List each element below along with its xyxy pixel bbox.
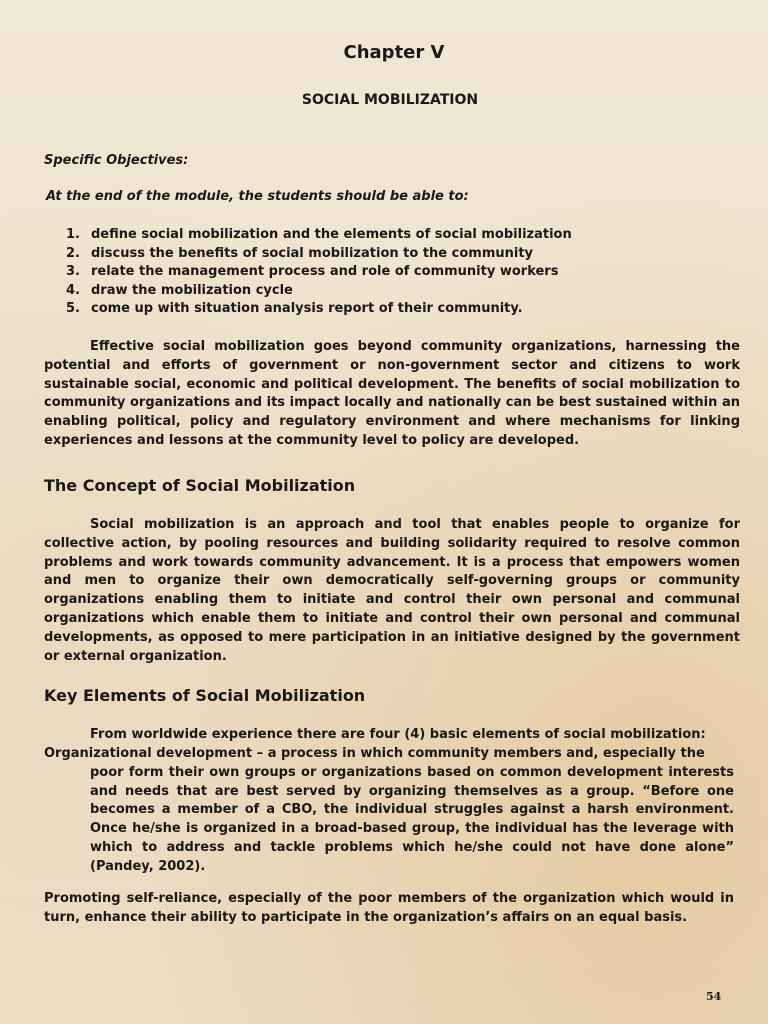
concept-paragraph [44,516,740,666]
key-elements-heading: Key Elements of Social Mobilization [44,686,366,705]
objectives-intro: At the end of the module, the students should be able to: [46,189,469,204]
chapter-subtitle: SOCIAL MOBILIZATION [301,92,479,108]
list-item-number: 4. [66,282,80,298]
org-continuation: poor form their own groups or organizations based on common development interests and needs that are best served by organizing themselves as a group. “Before one becomes a member of a CBO, the individual struggles against a harsh environment. Once he/she is organized in a broad-based group, the individual has the leverage with which to address and tackle problems which he/she could not have done alone” (Pandey, 2002). [90,764,734,874]
list-item [66,245,572,264]
list-item-number: 3. [66,264,80,280]
intro-paragraph-text: Effective social mobilization goes beyond community organizations, harnessing the potential and efforts of government or non-government sector and citizens to work sustainable social, economic and political development. The benefits of social mobilization to community organizations and its impact locally and nationally can be best sustained within an enabling political, policy and regulatory environment and where mechanisms for linking experiences and lessons at the community level to policy are developed. [44,339,740,448]
list-item-number: 1. [66,227,80,242]
promoting-self-reliance: Promoting self-reliance, especially of the poor members of the organization which would in turn, enhance their ability to participate in the organization’s affairs on an equal basis. [44,891,734,925]
list-item-text: define social mobilization and the elements of social mobilization [91,227,572,242]
page-number: 54 [706,990,722,1003]
concept-paragraph-text: Social mobilization is an approach and tool that enables people to organize for collective action, by pooling resources and building solidarity required to resolve common problems and work towards community advancement. It is a process that empowers women and men to organize their own democratically self-governing groups or community organizations enabling them to initiate and control their own personal and communal organizations which enable them to initiate and control their own personal and communal developments, as opposed to mere participation in an initiative designed by the government or external organization. [44,517,740,664]
list-item-text: discuss the benefits of social mobilization to the community [91,245,534,261]
list-item [66,263,572,282]
list-item [66,282,572,301]
list-item-text: come up with situation analysis report of their community. [91,301,523,317]
objectives-list [66,226,572,319]
list-item [66,226,572,245]
key-elements-intro: From worldwide experience there are four (4) basic elements of social mobilization: [90,727,706,742]
concept-heading: The Concept of Social Mobilization [44,476,356,495]
organizational-development-item [44,745,734,877]
list-item-text: draw the mobilization cycle [91,282,293,298]
org-first-line: – a process in which community members and, especially the [252,746,705,761]
chapter-title: Chapter V [343,42,445,63]
list-item-number: 2. [66,245,80,261]
list-item-number: 5. [66,301,80,317]
objectives-heading: Specific Objectives: [44,153,189,168]
list-item-text: relate the management process and role of community workers [91,264,559,280]
list-item [66,300,572,319]
org-term: Organizational development [44,746,253,761]
intro-paragraph [44,338,740,451]
